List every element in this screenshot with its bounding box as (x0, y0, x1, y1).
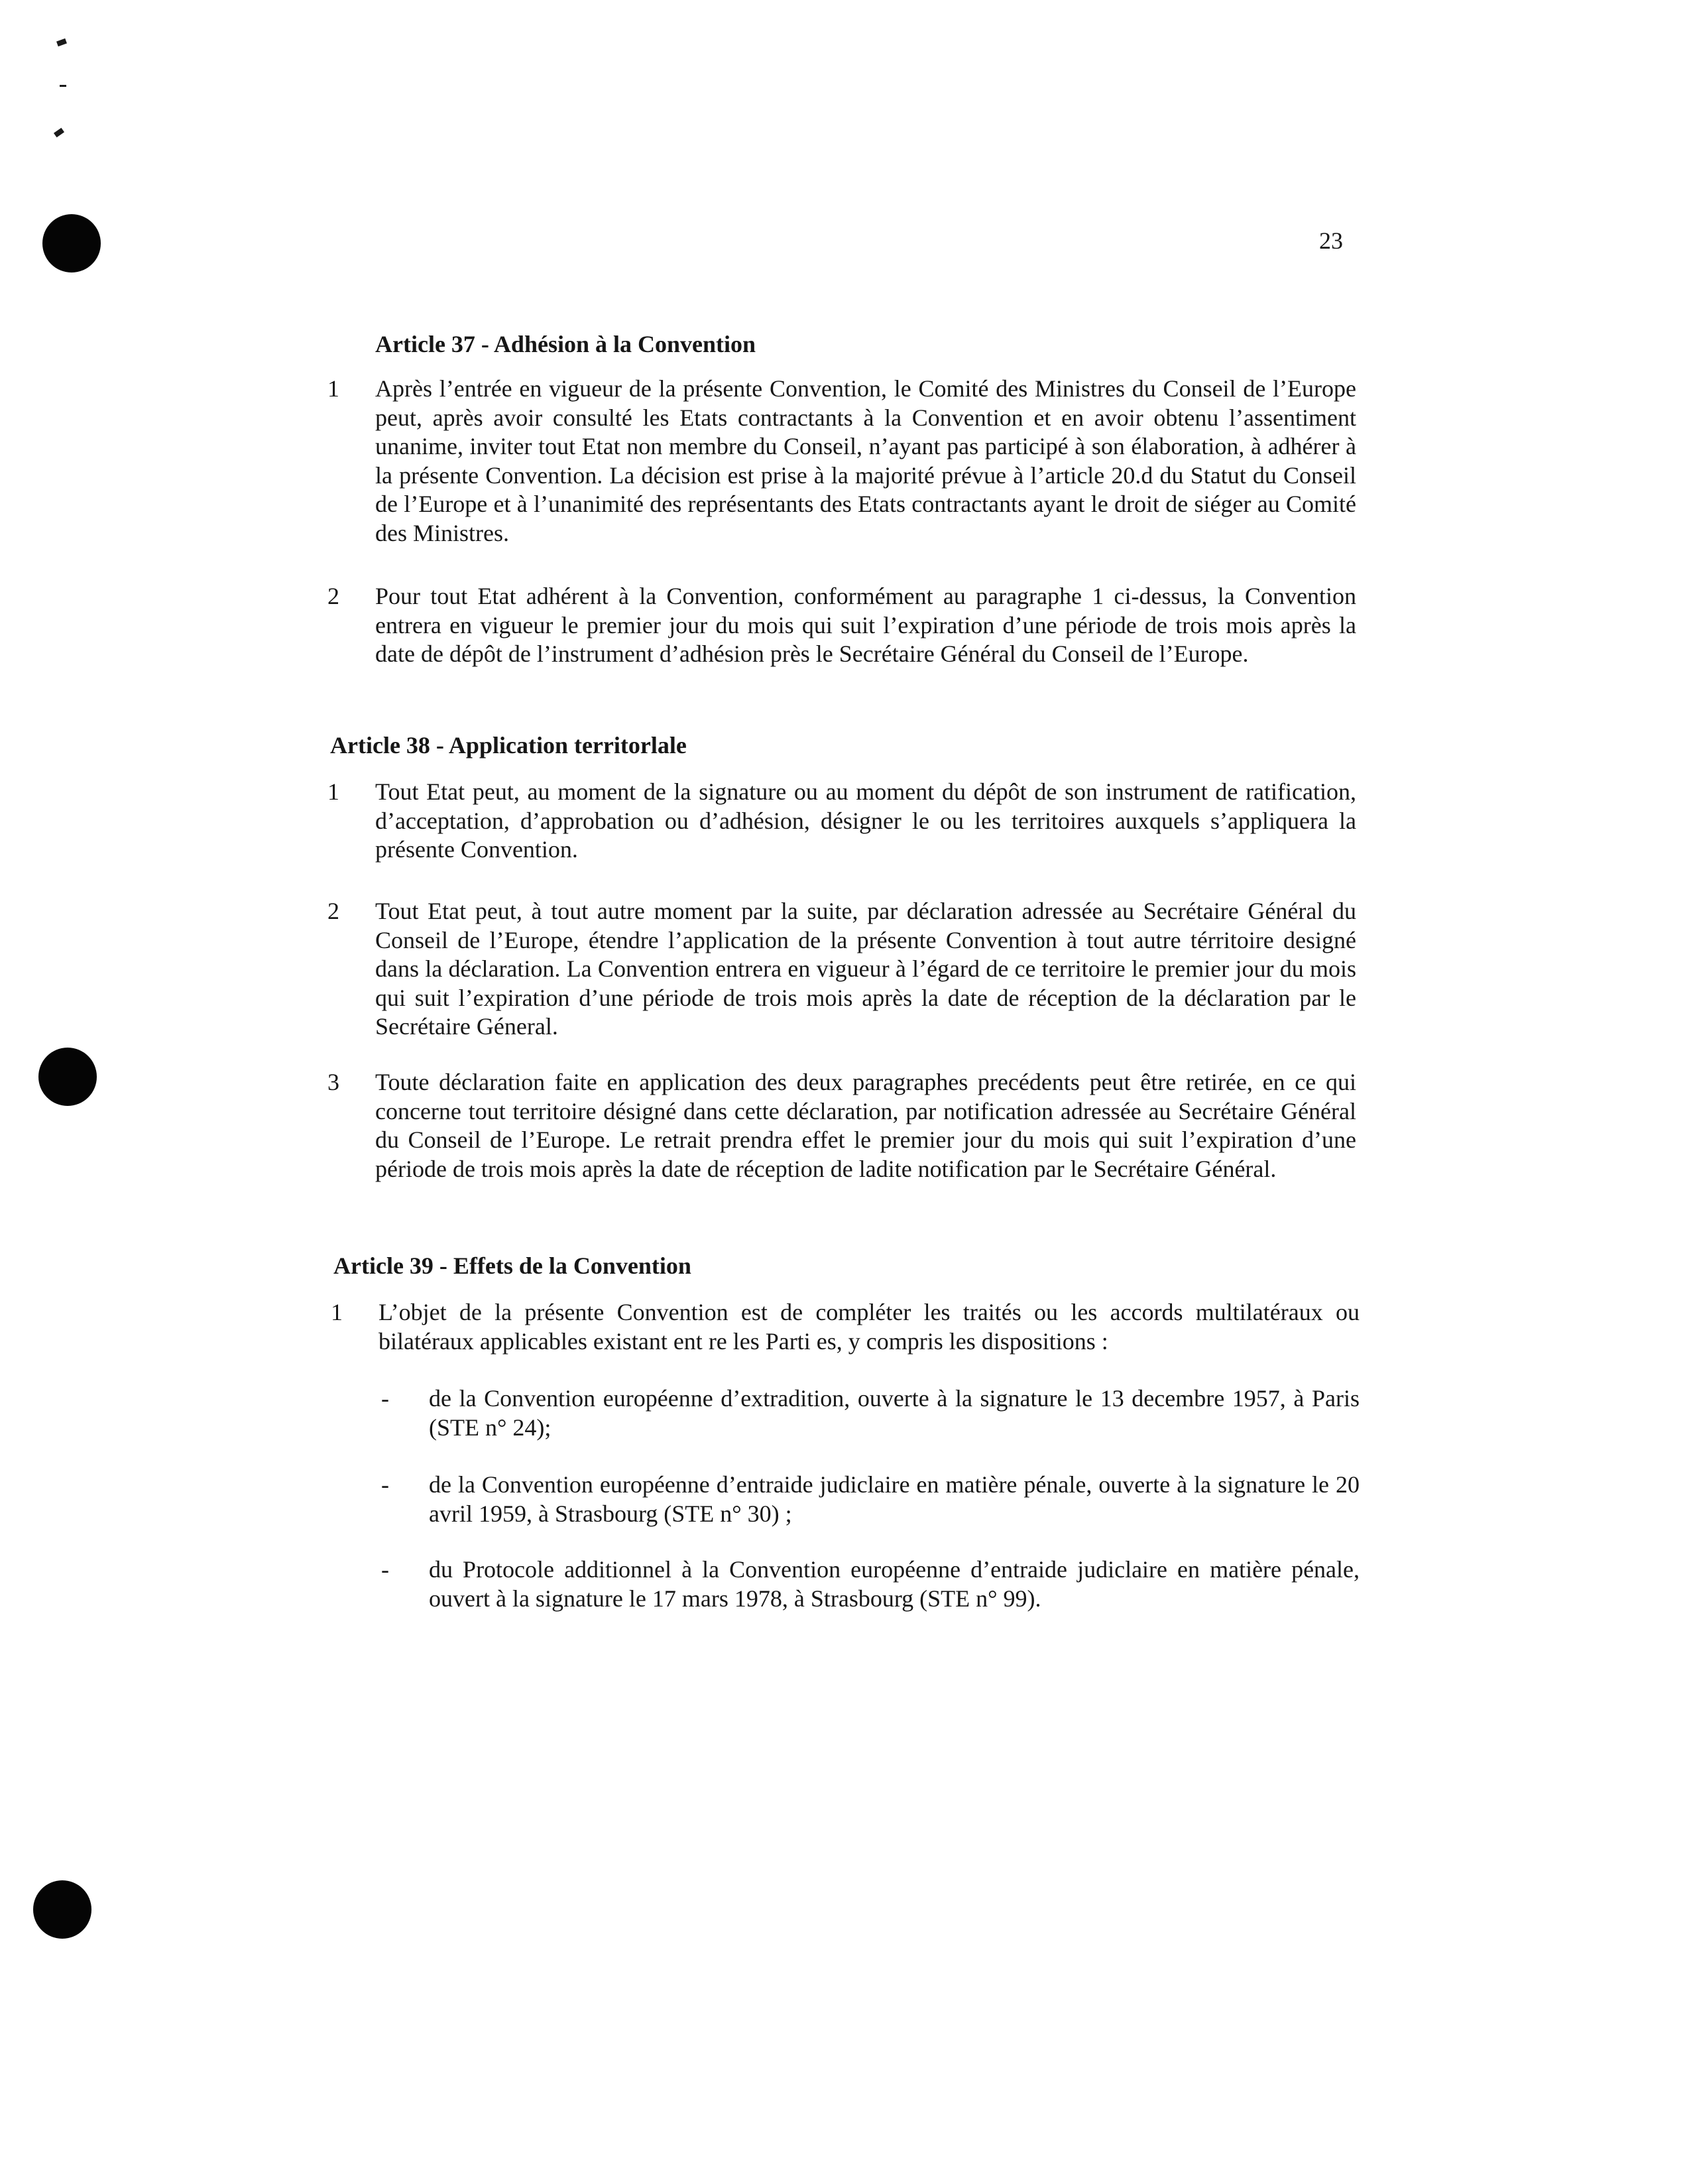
paragraph-text: Tout Etat peut, à tout autre moment par la suite, par déclaration adressée au Secrétaire Général du Conseil de l’Europe, étendre l’application de la présente Convention à tout autre térritoire designé dans la déclaration. La Convention entrera en vigueur à l’égard de ce territoire le premier jour du mois qui suit l’expiration d’une période de trois mois après la date de réception de la déclaration par le Secrétaire Géneral. (375, 898, 1356, 1040)
scan-speck (60, 85, 66, 87)
punch-hole (38, 1048, 97, 1106)
paragraph-number: 3 (327, 1069, 339, 1095)
article-paragraph (327, 897, 1356, 1042)
list-item (381, 1555, 1360, 1613)
article-paragraph (327, 375, 1356, 548)
paragraph-number: 1 (327, 778, 339, 805)
scan-speck (54, 128, 64, 138)
paragraph-number: 2 (327, 898, 339, 924)
article-paragraph (327, 1068, 1356, 1183)
paragraph-text: Pour tout Etat adhérent à la Convention, conformément au paragraphe 1 ci-dessus, la Convention entrera en vigueur le premier jour du mois qui suit l’expiration d’une période de trois mois après la date de dépôt de l’instrument d’adhésion près le Secrétaire Général du Conseil de l’Europe. (375, 583, 1356, 667)
article-heading: Article 37 - Adhésion à la Convention (375, 331, 756, 357)
list-item-text: de la Convention européenne d’extradition, ouverte à la signature le 13 decembre 1957, à Paris (STE n° 24); (429, 1385, 1360, 1441)
paragraph-number: 1 (327, 375, 339, 402)
paragraph-text: Toute déclaration faite en application des deux paragraphes precédents peut être retirée, en ce qui concerne tout territoire désigné dans cette déclaration, par notification adressée au Secrétaire Général du Conseil de l’Europe. Le retrait prendra effet le premier jour du mois qui suit l’expiration d’une période de trois mois après la date de réception de ladite notification par le Secrétaire Général. (375, 1069, 1356, 1182)
article-paragraph (327, 778, 1356, 865)
scan-speck (56, 38, 67, 46)
punch-hole (42, 214, 101, 273)
bullet-dash: - (381, 1385, 389, 1412)
paragraph-number: 2 (327, 583, 339, 609)
list-item (381, 1471, 1360, 1528)
paragraph-number: 1 (331, 1299, 343, 1325)
paragraph-text: Tout Etat peut, au moment de la signature ou au moment du dépôt de son instrument de ratification, d’acceptation, d’approbation ou d’adhésion, désigner le ou les territoires auxquels s’appliquera la présente Convention. (375, 778, 1356, 863)
article-paragraph (331, 1298, 1360, 1356)
paragraph-text: L’objet de la présente Convention est de compléter les traités ou les accords multilatéraux ou bilatéraux applicables existant ent re les Parti es, y compris les dispositions : (378, 1299, 1360, 1355)
paragraph-text: Après l’entrée en vigueur de la présente Convention, le Comité des Ministres du Conseil de l’Europe peut, après avoir consulté les Etats contractants à la Convention et en avoir obtenu l’assentiment unanime, inviter tout Etat non membre du Conseil, n’ayant pas participé à son élaboration, à adhérer à la présente Convention. La décision est prise à la majorité prévue à l’article 20.d du Statut du Conseil de l’Europe et à l’unanimité des représentants des Etats contractants ayant le droit de siéger au Comité des Ministres. (375, 375, 1356, 546)
bullet-dash: - (381, 1556, 389, 1583)
list-item (381, 1384, 1360, 1442)
list-item-text: du Protocole additionnel à la Convention européenne d’entraide judiclaire en matière pénale, ouvert à la signature le 17 mars 1978, à Strasbourg (STE n° 99). (429, 1556, 1360, 1612)
article-heading: Article 39 - Effets de la Convention (333, 1252, 691, 1279)
list-item-text: de la Convention européenne d’entraide judiclaire en matière pénale, ouverte à la signature le 20 avril 1959, à Strasbourg (STE n° 30) ; (429, 1471, 1360, 1527)
article-heading: Article 38 - Application territorlale (330, 732, 687, 758)
page-number: 23 (1319, 227, 1343, 254)
punch-hole (33, 1880, 91, 1939)
article-paragraph (327, 582, 1356, 669)
bullet-dash: - (381, 1471, 389, 1498)
